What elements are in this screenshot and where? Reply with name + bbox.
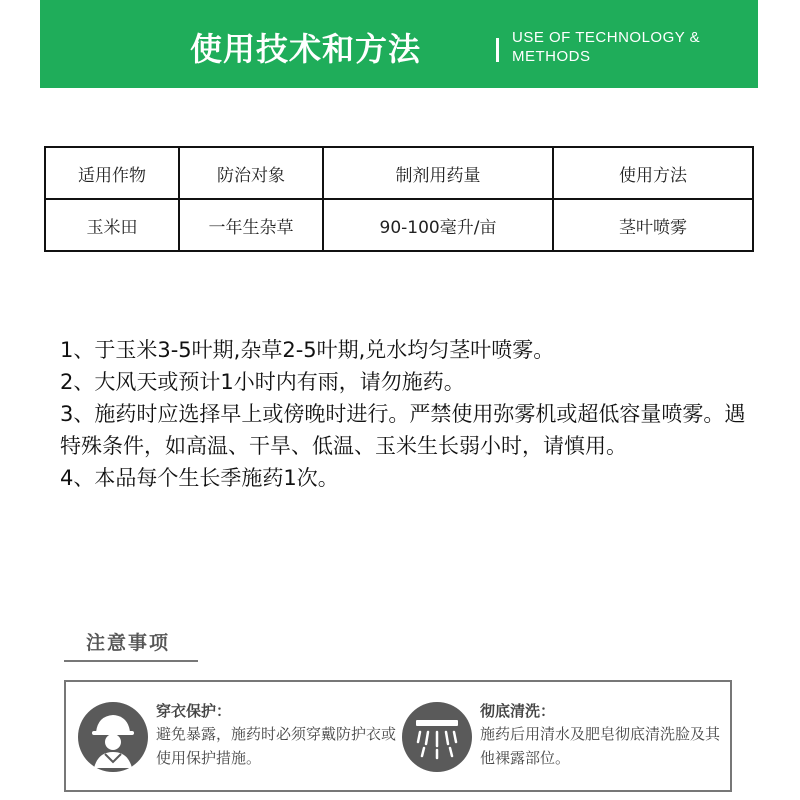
usage-table — [44, 146, 754, 252]
caution-title: 注意事项 — [86, 632, 171, 654]
header-title-cn: 使用技术和方法 — [190, 30, 422, 68]
note-item: 1、于玉米3-5叶期,杂草2-5叶期,兑水均匀茎叶喷雾。 — [60, 338, 555, 362]
usage-notes — [60, 334, 750, 494]
protective-suit-icon — [78, 702, 148, 772]
note-item: 3、施药时应选择早上或傍晚时进行。严禁使用弥雾机或超低容量喷雾。遇特殊条件，如高温、干旱、低温、玉米生长弱小时，请慎用。 — [60, 402, 746, 458]
table-header-cell: 使用方法 — [553, 147, 753, 199]
tip-title-protection: 穿衣保护： — [156, 702, 232, 720]
header-banner — [40, 0, 758, 88]
shower-icon — [402, 702, 472, 772]
note-item: 4、本品每个生长季施药1次。 — [60, 466, 339, 490]
tip-text-washing: 施药后用清水及肥皂彻底清洗脸及其他裸露部位。 — [480, 725, 721, 767]
table-cell: 90-100毫升/亩 — [323, 199, 553, 251]
tip-title-washing: 彻底清洗： — [480, 702, 556, 720]
table-header-cell: 防治对象 — [179, 147, 323, 199]
tip-text-protection: 避免暴露，施药时必须穿戴防护衣或使用保护措施。 — [156, 725, 397, 767]
table-cell: 茎叶喷雾 — [553, 199, 753, 251]
table-header-cell: 制剂用药量 — [323, 147, 553, 199]
caution-underline — [64, 660, 198, 662]
table-cell: 玉米田 — [45, 199, 179, 251]
table-cell: 一年生杂草 — [179, 199, 323, 251]
table-row — [45, 199, 753, 251]
header-title-en: USE OF TECHNOLOGY & METHODS — [512, 29, 701, 65]
note-item: 2、大风天或预计1小时内有雨，请勿施药。 — [60, 370, 465, 394]
header-divider — [496, 38, 499, 62]
table-header-row — [45, 147, 753, 199]
table-header-cell: 适用作物 — [45, 147, 179, 199]
